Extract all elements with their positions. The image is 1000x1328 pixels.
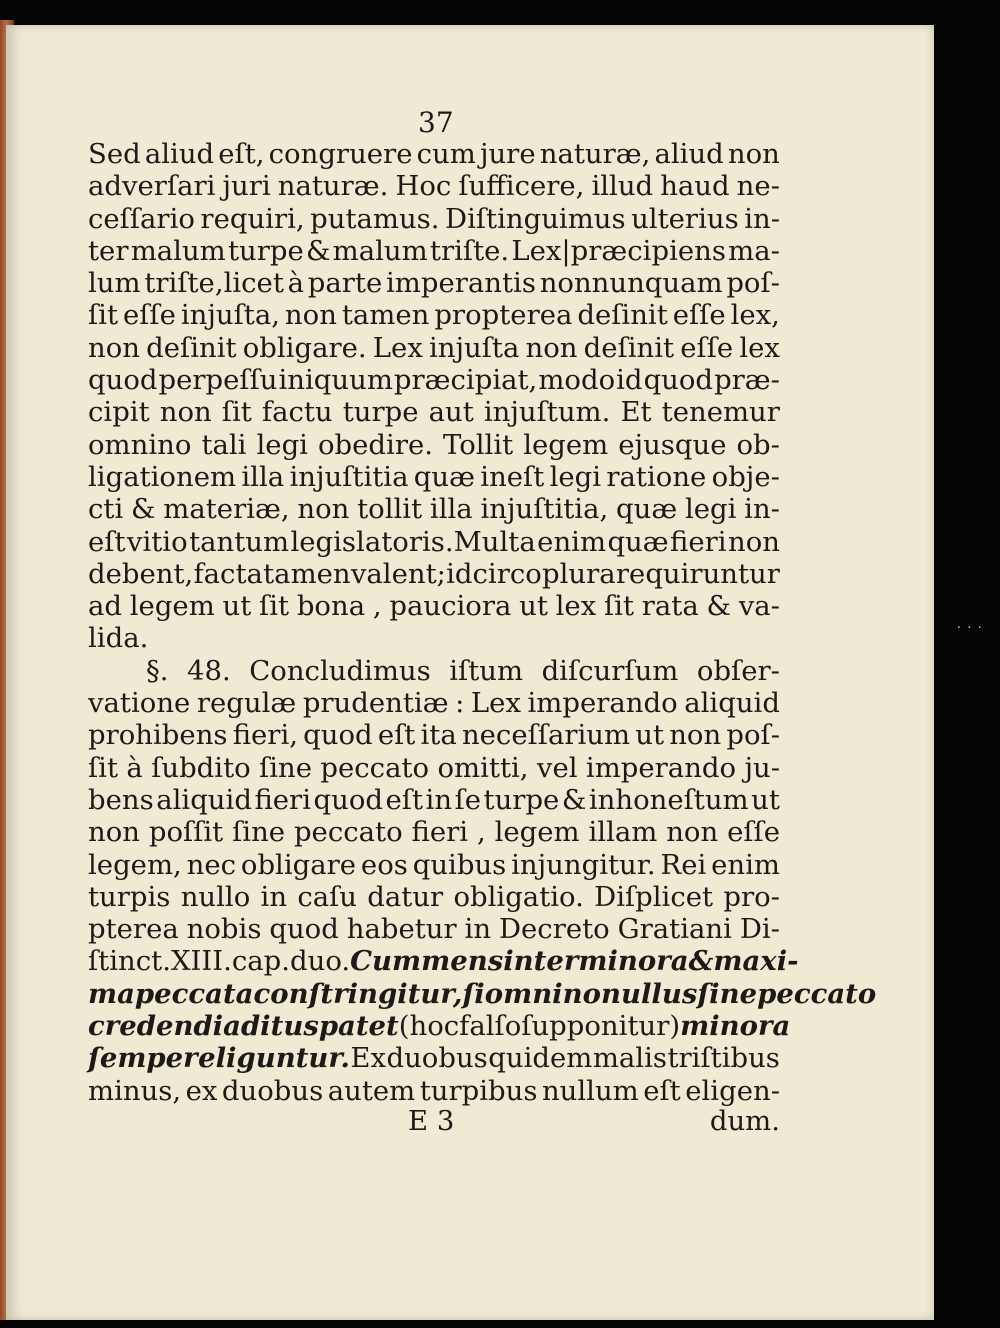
italic-word: ſi: [462, 977, 485, 1010]
word: eſt: [377, 719, 416, 752]
italic-word: &: [688, 945, 714, 978]
word: fieri: [411, 816, 469, 849]
word: nobis: [186, 913, 262, 946]
word: lex: [739, 331, 780, 364]
word: legem: [523, 428, 609, 461]
word: tamen: [263, 557, 351, 590]
word: non: [669, 719, 722, 752]
word: propterea: [434, 299, 573, 332]
text-line: [88, 235, 780, 267]
text-line: [88, 429, 780, 461]
italic-word: maxi-: [713, 945, 799, 978]
word: illam: [588, 816, 658, 849]
word: diſcurſum: [541, 654, 679, 687]
word: aliud: [144, 138, 215, 170]
italic-word: peccata: [134, 977, 254, 1010]
word: iniquum: [278, 364, 393, 397]
word: Tollit: [443, 428, 514, 461]
word: fieri: [670, 525, 727, 558]
word: quod: [88, 364, 158, 397]
word: injuſtum.: [483, 396, 611, 429]
word: (: [398, 1010, 410, 1043]
word: ceſſario: [88, 202, 195, 235]
body-text: [88, 138, 877, 1107]
word: fieri: [254, 783, 311, 816]
word: quod: [313, 783, 383, 816]
word: quod: [303, 719, 373, 752]
word: poſſit: [148, 816, 224, 849]
word: injuſtitia: [289, 460, 409, 493]
word: enim: [537, 525, 607, 558]
word: tali: [201, 428, 247, 461]
word: eos: [360, 848, 408, 881]
word: bona: [296, 590, 366, 623]
word: non: [88, 331, 140, 364]
word: pterea: [88, 913, 179, 946]
word: vatione: [88, 687, 191, 720]
word: legem: [494, 816, 580, 849]
word: eſſe: [680, 331, 734, 364]
word: omitti,: [437, 751, 529, 784]
word: ,: [372, 590, 382, 623]
word: tenemur: [661, 396, 780, 429]
text-line: [88, 655, 780, 687]
word: rata: [641, 590, 699, 623]
text-line: [88, 332, 780, 364]
word: à: [126, 751, 143, 784]
word: hoc: [409, 1010, 460, 1043]
text-line: [88, 622, 780, 654]
word: duobus: [386, 1042, 488, 1075]
word: cap.: [231, 945, 291, 978]
text-line: [88, 299, 780, 331]
word: ejusque: [618, 428, 727, 461]
italic-word: mens: [421, 945, 504, 978]
word: aliquid: [684, 687, 780, 720]
word: ma-: [728, 234, 780, 267]
italic-word: ſemper: [88, 1042, 198, 1075]
word: ulterius: [631, 202, 739, 235]
word: eſſe: [672, 299, 726, 332]
word: lex: [555, 590, 597, 623]
italic-word: eliguntur.: [198, 1042, 350, 1075]
word: eſſe: [122, 299, 176, 332]
word: ſe: [454, 783, 482, 816]
word: injungitur.: [511, 848, 656, 881]
word: ſufficere,: [458, 170, 585, 203]
word: haud: [660, 170, 730, 203]
word: tollit: [357, 493, 423, 526]
word: legem,: [88, 848, 182, 881]
word: turpe: [227, 234, 304, 267]
word: factu: [261, 396, 333, 429]
italic-word: Cum: [350, 945, 422, 978]
word: obedire.: [317, 428, 433, 461]
word: XIII.: [170, 945, 232, 978]
text-line: [88, 849, 780, 881]
word: præ-: [714, 364, 780, 397]
word: non: [159, 396, 212, 429]
text-line: [88, 913, 780, 945]
word: regulæ: [196, 687, 297, 720]
word: in: [425, 783, 453, 816]
page-footer: [88, 1105, 780, 1139]
word: Gratiani: [617, 913, 732, 946]
word: &: [706, 590, 731, 623]
word: Lex: [372, 331, 423, 364]
word: non: [727, 525, 780, 558]
word: facta: [193, 557, 263, 590]
word: lex,: [730, 299, 780, 332]
word: obligare.: [242, 331, 367, 364]
word: neceſſarium: [461, 719, 631, 752]
page-number: 37: [418, 106, 454, 139]
text-line: [88, 170, 780, 202]
word: malis: [592, 1042, 667, 1075]
word: non: [284, 299, 337, 332]
word: non: [666, 816, 719, 849]
word: nonnunquam: [539, 267, 723, 300]
italic-word: credendi: [88, 1010, 224, 1043]
word: legi: [256, 428, 308, 461]
word: §.: [146, 654, 169, 687]
word: peccato: [320, 751, 430, 784]
word: ſubdito: [151, 751, 251, 784]
word: va-: [738, 590, 780, 623]
word: Diſplicet: [594, 880, 714, 913]
word: vel: [536, 751, 578, 784]
word: eſt: [88, 525, 126, 558]
word: imperando: [527, 687, 678, 720]
word: duobus: [221, 1074, 324, 1107]
word: adverſari: [88, 170, 216, 203]
word: legi: [684, 493, 737, 526]
word: deſinit: [577, 299, 668, 332]
word: triſte.: [429, 234, 510, 267]
text-line: [88, 396, 780, 428]
word: modo: [538, 364, 616, 397]
word: ratione: [606, 460, 707, 493]
word: jure: [479, 138, 536, 170]
word: Diſtinguimus: [445, 202, 626, 235]
text-line: [88, 267, 780, 299]
word: legi: [549, 460, 602, 493]
word: aliud: [654, 138, 724, 170]
word: cti: [88, 493, 124, 526]
word: debent,: [88, 557, 194, 590]
word: Hoc: [395, 170, 452, 203]
word: ut: [222, 590, 252, 623]
word: :: [455, 687, 465, 720]
word: quidem: [488, 1042, 593, 1075]
word: Rei: [660, 848, 707, 881]
word: putamus.: [310, 202, 440, 235]
word: obligare: [240, 848, 357, 881]
word: non: [88, 816, 140, 849]
word: quæ: [616, 493, 678, 526]
word: ſupponitur: [521, 1010, 670, 1043]
italic-word: ma: [88, 977, 135, 1010]
word: ineſt: [480, 460, 545, 493]
text-line: [88, 784, 780, 816]
italic-word: nullus: [600, 977, 698, 1010]
catchword: dum.: [709, 1105, 780, 1137]
word: nullo: [180, 880, 251, 913]
word: ſit: [221, 396, 252, 429]
word: pro-: [723, 880, 780, 913]
text-line: [88, 977, 877, 1010]
text-line: [88, 493, 780, 525]
word: ad: [88, 590, 122, 623]
word: turpis: [88, 880, 171, 913]
text-line: [88, 945, 799, 978]
word: prudentiæ: [302, 687, 449, 720]
text-line: [88, 816, 780, 848]
italic-word: omnino: [484, 977, 601, 1010]
word: lum: [88, 267, 141, 300]
word: ſtinct.: [88, 945, 171, 978]
word: poſ-: [726, 719, 780, 752]
word: Lex: [470, 687, 521, 720]
word: quod: [643, 364, 714, 397]
text-line: [88, 526, 780, 558]
word: pauciora: [389, 590, 512, 623]
word: minus,: [88, 1074, 182, 1107]
word: aliquid: [156, 783, 252, 816]
word: parte: [307, 267, 383, 300]
word: triſte,licet: [144, 267, 284, 300]
word: materiæ,: [163, 493, 290, 526]
word: malum: [130, 234, 226, 267]
word: juri: [222, 170, 271, 203]
word: non: [727, 138, 780, 170]
word: ſine: [259, 751, 313, 784]
word: Et: [620, 396, 652, 429]
word: tamen: [341, 299, 430, 332]
italic-word: minora: [578, 945, 689, 978]
word: illa: [241, 460, 285, 493]
word: Concludimus: [249, 654, 431, 687]
word: peccato: [293, 816, 403, 849]
word: eſt: [385, 783, 424, 816]
word: injuſta,: [180, 299, 280, 332]
word: turpibus: [419, 1074, 538, 1107]
italic-word: minora: [680, 1010, 791, 1043]
text-line: [88, 364, 780, 396]
word: ob-: [736, 428, 780, 461]
word: Di-: [739, 913, 780, 946]
text-line: [88, 461, 780, 493]
word: ter: [88, 234, 129, 267]
word: congruere: [268, 138, 413, 170]
italic-word: peccato: [757, 977, 877, 1010]
word: in: [464, 913, 492, 946]
text-line: [88, 719, 780, 751]
word: imperantis: [385, 267, 536, 300]
word: naturæ.: [277, 170, 389, 203]
word: ut: [751, 783, 780, 816]
word: datur: [367, 880, 444, 913]
text-line: [88, 687, 780, 719]
text-line: [88, 1042, 780, 1074]
word: ju-: [744, 751, 780, 784]
word: Lex|præcipiens: [511, 234, 726, 267]
word: ſine: [232, 816, 286, 849]
word: requiri,: [200, 202, 305, 235]
word: aut: [428, 396, 474, 429]
word: à: [287, 267, 305, 300]
word: tantum: [189, 525, 290, 558]
italic-word: patet: [318, 1010, 399, 1043]
word: naturæ,: [539, 138, 651, 170]
word: non: [525, 331, 578, 364]
word: eligen-: [685, 1074, 780, 1107]
word: ſit: [88, 751, 119, 784]
word: turpe: [342, 396, 419, 429]
text-line: [88, 590, 780, 622]
italic-word: inter: [503, 945, 579, 978]
edge-dots: ···: [956, 620, 988, 636]
word: ligationem: [88, 460, 237, 493]
word: nec: [186, 848, 237, 881]
word: id: [616, 364, 643, 397]
word: requiruntur: [615, 557, 780, 590]
word: quæ: [607, 525, 669, 558]
word: valent;: [350, 557, 446, 590]
word: omnino: [88, 428, 192, 461]
word: eſſe: [727, 816, 780, 849]
word: 48.: [187, 654, 231, 687]
word: eſt,: [218, 138, 265, 170]
word: ſit: [259, 590, 290, 623]
word: vitio: [126, 525, 188, 558]
word: quæ: [413, 460, 475, 493]
word: autem: [327, 1074, 416, 1107]
word: eſt: [643, 1074, 681, 1107]
word: turpe: [483, 783, 560, 816]
word: obſer-: [696, 654, 780, 687]
word: ut: [635, 719, 665, 752]
word: falſo: [459, 1010, 522, 1043]
word: quibus: [412, 848, 507, 881]
italic-word: ſine: [697, 977, 758, 1010]
word: &: [561, 783, 587, 816]
word: perpeſſu: [158, 364, 278, 397]
word: præcipiat,: [393, 364, 538, 397]
word: inhoneſtum: [588, 783, 749, 816]
word: poſ-: [726, 267, 780, 300]
word: illud: [591, 170, 654, 203]
word: bens: [88, 783, 154, 816]
word: quod: [269, 913, 339, 946]
word: iſtum: [449, 654, 524, 687]
word: ne-: [736, 170, 780, 203]
word: nullum: [541, 1074, 639, 1107]
text-line: [88, 558, 780, 590]
word: illa: [429, 493, 473, 526]
word: ut: [519, 590, 548, 623]
word: habetur: [346, 913, 457, 946]
word: Sed: [88, 138, 141, 170]
word: injuſta: [429, 331, 520, 364]
word: cipit: [88, 396, 150, 429]
word: plura: [542, 557, 616, 590]
word: malum: [332, 234, 428, 267]
word: lida.: [88, 622, 149, 655]
word: idcirco: [446, 557, 542, 590]
word: prohibens: [88, 719, 228, 752]
text-line: [88, 881, 780, 913]
word: ſit: [603, 590, 635, 623]
word: cum: [416, 138, 476, 170]
word: imperando: [585, 751, 737, 784]
text-line: [88, 1075, 780, 1107]
word: duo.: [290, 945, 351, 978]
word: legislatoris.Multa: [290, 525, 536, 558]
word: triſtibus: [667, 1042, 780, 1075]
word: ſit: [88, 299, 119, 332]
word: fieri,: [232, 719, 298, 752]
word: &: [131, 493, 156, 526]
word: in: [260, 880, 288, 913]
signature-mark: E 3: [408, 1105, 455, 1137]
word: ita: [420, 719, 457, 752]
word: in-: [744, 202, 780, 235]
word: in-: [744, 493, 780, 526]
text-line: [88, 203, 780, 235]
text-line: [88, 138, 780, 170]
word: deſinit: [146, 331, 237, 364]
word: &: [305, 234, 331, 267]
word: non: [297, 493, 350, 526]
word: caſu: [297, 880, 357, 913]
text-line: [88, 1010, 791, 1043]
word: enim: [711, 848, 780, 881]
word: deſinit: [583, 331, 675, 364]
word: obje-: [711, 460, 780, 493]
word: Decreto: [498, 913, 610, 946]
word: ,: [476, 816, 486, 849]
word: ): [669, 1010, 681, 1043]
italic-word: aditus: [223, 1010, 319, 1043]
word: ex: [185, 1074, 218, 1107]
italic-word: conſtringitur,: [253, 977, 463, 1010]
word: obligatio.: [453, 880, 584, 913]
word: legem: [129, 590, 215, 623]
word: injuſtitia,: [480, 493, 609, 526]
text-line: [88, 752, 780, 784]
word: Ex: [350, 1042, 387, 1075]
